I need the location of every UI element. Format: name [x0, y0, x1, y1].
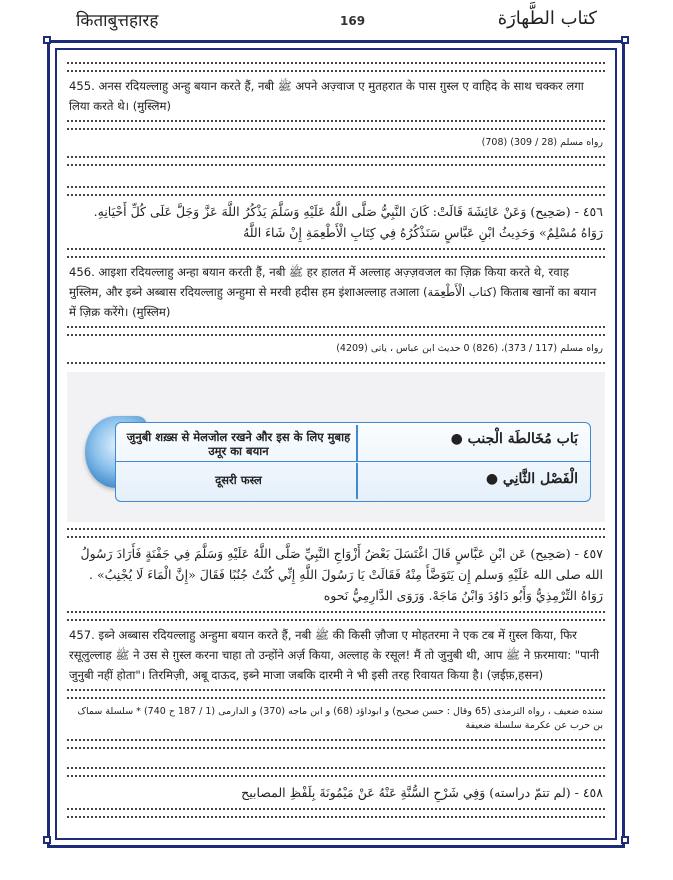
separator [67, 62, 605, 72]
banner-divider [356, 463, 358, 499]
hadith-456-reference: رواه مسلم (117 / 373)، (826) 0 حديث ابن عباس ، ياتى (4209) [336, 343, 603, 354]
separator [67, 362, 605, 364]
hadith-457-reference: سنده ضعيف ، رواه الترمذى (65 وقال : حسن صحيح) و ابوداؤد (68) و ابن ماجه (370) و الدارمى (1 / 187 ح 740) * سلسلة سماک بن حرب عن عکرمة سلسلة ضعيفة [77, 706, 603, 731]
hadith-457-arabic: ٤٥٧ - (صَحِيح) عَن ابْنِ عَبَّاسٍ قَالَ اغْتَسَلَ بَعْضُ أَزْوَاجِ النَّبِيِّ صَلَّى اللَّهُ عَلَيْهِ وَسَلَّمَ فِي جَفْنَةٍ فَأَرَادَ رَسُولُ الله صلى الله عَلَيْهِ وَسلم إِن يَتَوَضَّأَ مِنْهُ فَقَالَتْ يَا رَسُولَ اللَّهِ إِنِّي كُنْتُ جُنُبًا فَقَالَ «إِنَّ الْمَاءَ لَا يُجْنِبُ» . رَوَاهُ التِّرْمِذِيُّ وَأَبُو دَاوُدَ وَابْنُ مَاجَهْ. وَرَوَى الدَّارِمِيُّ نَحوه [80, 546, 603, 603]
separator [67, 739, 605, 749]
banner-section-row [116, 463, 590, 499]
hadith-458-arabic: ٤٥٨ - (لم تتمّ دراسته) وَفِي شَرْحِ السُّنَّةِ عَنْهُ عَنْ مَيْمُونَةَ بِلَفْظِ المصابيح [241, 785, 603, 800]
hadith-455-translation: 455. अनस रदियल्लाहु अन्हु बयान करते हैं, नबी ﷺ अपने अज़्वाज ए मुतहरात के पास ग़ुस्ल ए वाहिद के साथ चक्कर लगा लिया करते थे। (मुस्लिम) [69, 79, 584, 113]
hadith-455-reference: رواه مسلم (28 / 309) (708) [481, 137, 603, 148]
section-title-arabic: الْفَصْل الثَّانِي ● [485, 471, 578, 487]
frame-corner [621, 36, 629, 44]
frame-corner [621, 836, 629, 844]
banner-divider [356, 425, 358, 461]
section-title-hindi: दूसरी फस्ल [215, 473, 262, 487]
separator [67, 528, 605, 538]
separator [67, 808, 605, 818]
separator [67, 326, 605, 336]
separator [67, 689, 605, 699]
banner-box [115, 422, 591, 502]
page-number: 169 [340, 14, 366, 28]
separator [67, 156, 605, 166]
hadith-456-translation: 456. आइशा रदियल्लाहु अन्हा बयान करती हैं, नबी ﷺ हर हालत में अल्लाह अज़्ज़वजल का ज़िक्र किया करते थे, रवाह मुस्लिम, और इब्ने अब्बास रदियल्लाहु अन्हुमा से मरवी हदीस हम इंशाअल्लाह तआला (كتاب الْأَطْعِمَة) किताब खानों का बयान में ज़िक्र करेंगे। (मुस्लिम) [69, 265, 597, 319]
page-content [67, 50, 605, 820]
separator [67, 186, 605, 196]
banner-chapter-row [116, 425, 590, 462]
page-header [0, 0, 673, 38]
chapter-banner [67, 372, 605, 522]
frame-corner [43, 836, 51, 844]
hadith-457-translation: 457. इब्ने अब्बास रदियल्लाहु अन्हुमा बयान करते हैं, नबी ﷺ की किसी ज़ौजा ए मोहतरमा ने एक टब में ग़ुस्ल किया, फिर रसूलुल्लाह ﷺ ने उस से ग़ुस्ल करना चाहा तो उन्होंने अर्ज़ किया, अल्लाह के रसूल! मैं तो जुनुबी थी, आप ﷺ ने फ़रमाया: "पानी जुनुबी नहीं होता"। तिरमिज़ी, अबू दाऊद, इब्ने माजा जबकि दारमी ने भी इसी तरह रिवायत किया है। (ज़ईफ़,हसन) [69, 628, 600, 682]
separator [67, 767, 605, 777]
hadith-456-arabic: ٤٥٦ - (صَحِيح) وَعَنْ عَائِشَةَ قَالَتْ: كَانَ النَّبِيُّ صَلَّى اللَّهُ عَلَيْهِ وَسَلَّمَ يَذْكُرُ اللَّهَ عَزَّ وَجَلَّ عَلَى كُلِّ أَحْيَانِهِ. رَوَاهُ مُسْلِمٌ» وَحَدِيثُ ابْنِ عَبَّاسٍ سَنَذْكُرُهُ فِي كِتَابِ الْأَطْعِمَةِ إِنْ شَاءَ اللَّهُ [93, 204, 603, 240]
header-book-title-hindi: किताबुत्तहारह [76, 11, 159, 31]
separator [67, 611, 605, 621]
frame-corner [43, 36, 51, 44]
chapter-title-arabic: بَاب مُخَالطَة الْجنب ● [450, 431, 578, 447]
separator [67, 120, 605, 130]
chapter-title-hindi: जुनुबी शख़्स से मेलजोल रखने और इस के लिए मुबाह उमूर का बयान [126, 430, 351, 458]
separator [67, 248, 605, 258]
header-book-title-arabic: كتاب الطَّهارَة [497, 8, 597, 29]
